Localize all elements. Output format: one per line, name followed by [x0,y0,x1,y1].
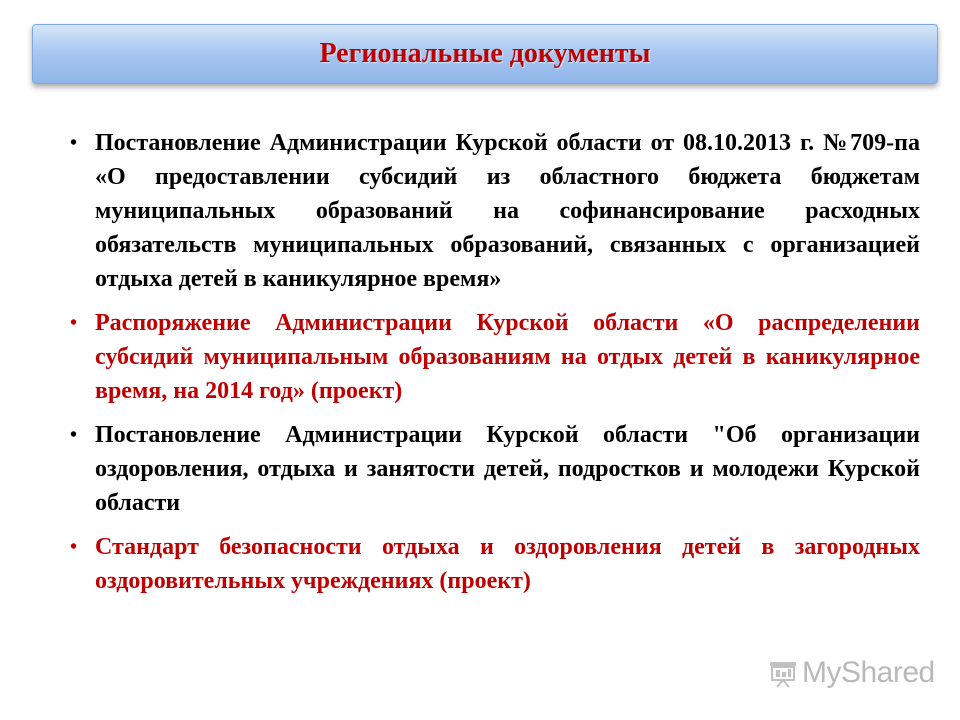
slide-content [70,126,920,608]
list-item [70,306,920,408]
list-item-text: Стандарт безопасности отдыха и оздоровления детей в загородных оздоровительных учреждениях (проект) [95,534,920,594]
watermark-text: MyShared [802,656,935,689]
list-item [70,126,920,296]
list-item-text: Постановление Администрации Курской области от 08.10.2013 г. №709-па «О предоставлении субсидий из областного бюджета бюджетам муниципальных образований на софинансирование расходных обязательств муниципальных образований, связанных с организацией отдыха детей в каникулярное время» [95,130,920,292]
bullet-icon: • [70,536,78,558]
list-item-text: Постановление Администрации Курской области "Об организации оздоровления, отдыха и занятости детей, подростков и молодежи Курской области [95,422,920,516]
document-list [70,126,920,598]
bullet-icon: • [70,132,78,154]
list-item [70,530,920,598]
list-item-text: Распоряжение Администрации Курской области «О распределении субсидий муниципальным образованиям на отдых детей в каникулярное время, на 2014 год» (проект) [95,310,920,404]
title-banner [32,24,938,84]
slide-title: Региональные документы [319,38,651,69]
watermark [768,656,935,690]
presentation-board-icon [768,658,798,688]
bullet-icon: • [70,424,78,446]
bullet-icon: • [70,312,78,334]
list-item [70,418,920,520]
